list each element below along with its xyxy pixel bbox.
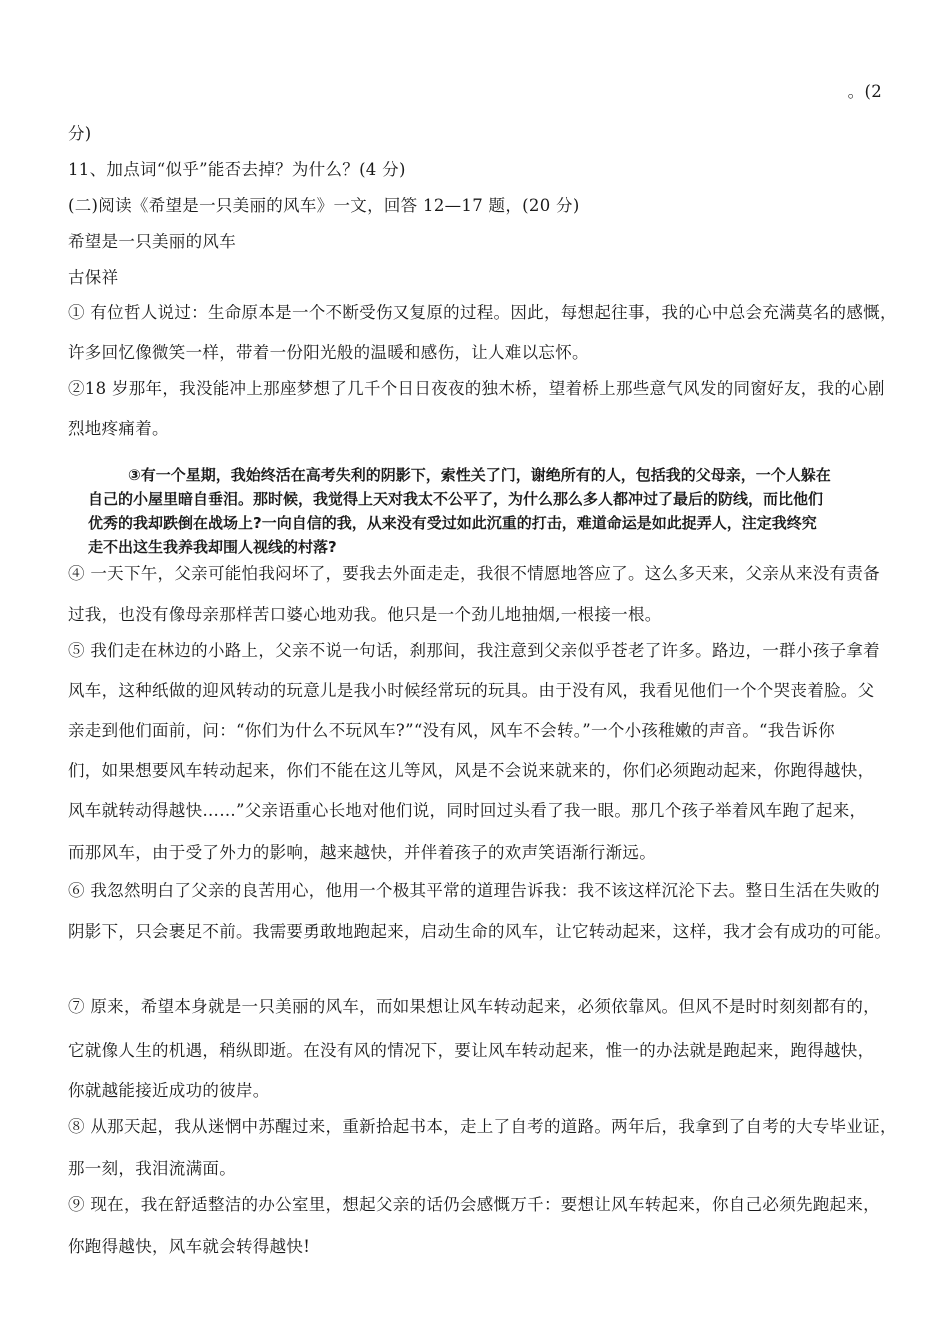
score-fragment: 。(2 — [847, 82, 882, 101]
section-instruction: (二)阅读《希望是一只美丽的风车》一文，回答 12—17 题，(20 分) — [68, 196, 580, 215]
article-author: 古保祥 — [68, 268, 119, 287]
paragraph-3-line-4: 走不出这生我养我却围人视线的村落? — [88, 538, 337, 556]
paragraph-6-line-1: ⑥ 我忽然明白了父亲的良苦用心，他用一个极其平常的道理告诉我：我不该这样沉沦下去。整日生活在失败的 — [68, 881, 880, 900]
paragraph-5-line-5: 风车就转动得越快……”父亲语重心长地对他们说，同时回过头看了我一眼。那几个孩子举着风车跑了起来， — [68, 801, 867, 820]
paragraph-4-line-1: ④ 一天下午，父亲可能怕我闷坏了，要我去外面走走，我很不情愿地答应了。这么多天来，父亲从来没有责备 — [68, 564, 880, 583]
paragraph-2-line-2: 烈地疼痛着。 — [68, 419, 169, 438]
paragraph-1-line-2: 许多回忆像微笑一样，带着一份阳光般的温暖和感伤，让人难以忘怀。 — [68, 343, 589, 362]
paragraph-8-line-1: ⑧ 从那天起，我从迷惘中苏醒过来，重新拾起书本，走上了自考的道路。两年后，我拿到了自考的大专毕业证， — [68, 1117, 897, 1136]
paragraph-6-line-2: 阴影下，只会裹足不前。我需要勇敢地跑起来，启动生命的风车，让它转动起来，这样，我才会有成功的可能。 — [68, 922, 892, 941]
paragraph-2-line-1: ②18 岁那年，我没能冲上那座梦想了几千个日日夜夜的独木桥，望着桥上那些意气风发的同窗好友，我的心剧 — [68, 379, 885, 398]
paragraph-5-line-3: 亲走到他们面前，问：“你们为什么不玩风车?”“没有风，风车不会转。”一个小孩稚嫩的声音。“我告诉你 — [68, 721, 835, 740]
paragraph-5-line-2: 风车，这种纸做的迎风转动的玩意儿是我小时候经常玩的玩具。由于没有风，我看见他们一个个哭丧着脸。父 — [68, 681, 875, 700]
paragraph-9-line-1: ⑨ 现在，我在舒适整洁的办公室里，想起父亲的话仍会感慨万千：要想让风车转起来，你自己必须先跑起来， — [68, 1195, 880, 1214]
paragraph-1-line-1: ① 有位哲人说过：生命原本是一个不断受伤又复原的过程。因此，每想起往事，我的心中总会充满莫名的感慨， — [68, 303, 897, 322]
paragraph-9-line-2: 你跑得越快，风车就会转得越快! — [68, 1237, 311, 1256]
paragraph-5-line-4: 们，如果想要风车转动起来，你们不能在这儿等风，风是不会说来就来的，你们必须跑动起来，你跑得越快， — [68, 761, 875, 780]
question-11: 11、加点词“似乎”能否去掉？为什么？(4 分) — [68, 160, 406, 179]
paragraph-3-line-2: 自己的小屋里暗自垂泪。那时候，我觉得上天对我太不公平了，为什么那么多人都冲过了最后的防线，而比他们 — [88, 490, 824, 508]
paragraph-3-line-3: 优秀的我却跌倒在战场上?一向自信的我，从来没有受过如此沉重的打击，难道命运是如此捉弄人，注定我终究 — [88, 514, 817, 532]
paragraph-7-line-1: ⑦ 原来，希望本身就是一只美丽的风车，而如果想让风车转动起来，必须依靠风。但风不是时时刻刻都有的， — [68, 997, 880, 1016]
score-fragment-continued: 分) — [68, 124, 92, 143]
paragraph-5-line-6: 而那风车，由于受了外力的影响，越来越快，并伴着孩子的欢声笑语渐行渐远。 — [68, 843, 656, 862]
paragraph-4-line-2: 过我，也没有像母亲那样苦口婆心地劝我。他只是一个劲儿地抽烟,一根接一根。 — [68, 605, 662, 624]
paragraph-3-line-1: ③有一个星期，我始终活在高考失利的阴影下，索性关了门，谢绝所有的人，包括我的父母亲，一个人躲在 — [128, 466, 831, 484]
paragraph-7-line-3: 你就越能接近成功的彼岸。 — [68, 1081, 270, 1100]
article-title: 希望是一只美丽的风车 — [68, 232, 236, 251]
paragraph-5-line-1: ⑤ 我们走在林边的小路上，父亲不说一句话，刹那间，我注意到父亲似乎苍老了许多。路边，一群小孩子拿着 — [68, 641, 880, 660]
paragraph-7-line-2: 它就像人生的机遇，稍纵即逝。在没有风的情况下，要让风车转动起来，惟一的办法就是跑起来，跑得越快， — [68, 1041, 875, 1060]
paragraph-8-line-2: 那一刻，我泪流满面。 — [68, 1159, 236, 1178]
